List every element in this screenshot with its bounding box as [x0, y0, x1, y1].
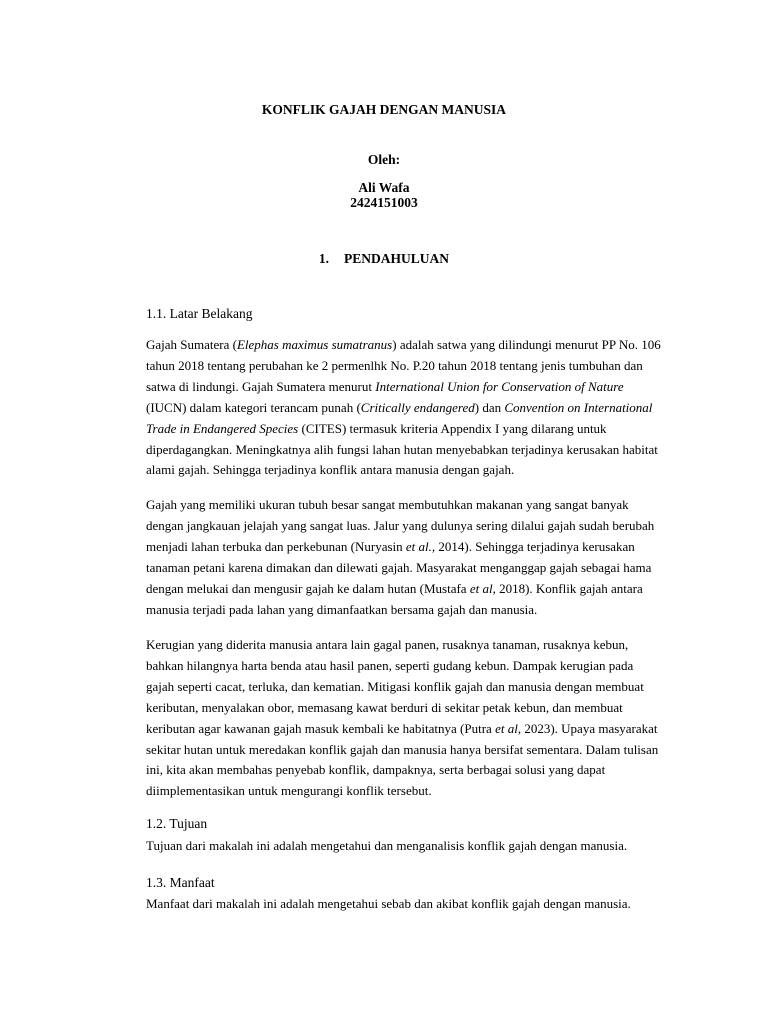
document-title: KONFLIK GAJAH DENGAN MANUSIA: [261, 102, 507, 117]
paragraph-line: keributan, menyalakan obor, memasang kawat berduri di sekitar petak kebun, dan membuat: [146, 699, 623, 715]
author-block: [0, 180, 768, 210]
paragraph-line: bahkan hilangnya harta benda atau hasil panen, seperti gudang kebun. Dampak kerugian pada: [146, 657, 634, 673]
paragraph-line: gajah seperti cacat, terluka, dan kematian. Mitigasi konflik gajah dan manusia dengan membuat: [146, 678, 644, 694]
section-title: PENDAHULUAN: [344, 251, 450, 266]
italic-term: Critically endangered: [360, 399, 475, 415]
italic-term: et al: [469, 580, 493, 596]
paragraph-line: Gajah yang memiliki ukuran tubuh besar sangat membutuhkan makanan yang sangat banyak: [146, 497, 629, 512]
paragraph-line: diimplementasikan untuk mengurangi konflik tersebut.: [146, 783, 432, 799]
paragraph-line: dengan melukai dan mengusir gajah ke dalam hutan (Mustafa et al, 2018). Konflik gajah antara: [146, 580, 643, 596]
italic-term: Trade in Endangered Species: [146, 420, 299, 436]
oleh-label: Oleh:: [367, 152, 401, 167]
author-name: Ali Wafa: [358, 180, 410, 195]
italic-term: et al: [495, 720, 518, 736]
paragraph-line: keributan agar kawanan gajah masuk kembali ke habitatnya (Putra et al, 2023). Upaya masyarakat: [146, 720, 658, 736]
section-number: 1.: [318, 251, 330, 266]
tujuan-text: Tujuan dari makalah ini adalah mengetahui dan menganalisis konflik gajah dengan manusia.: [146, 838, 628, 853]
paragraph-line: sekitar hutan untuk meredakan konflik gajah dan manusia hanya bersifat sementara. Dalam tulisan: [146, 741, 659, 757]
paragraph-line: manusia terjadi pada lahan yang dimanfaatkan bersama gajah dan manusia.: [146, 601, 538, 617]
paragraph-line: Gajah Sumatera (Elephas maximus sumatranus) adalah satwa yang dilindungi menurut PP No. 106: [146, 337, 661, 352]
paragraph-line: satwa di lindungi. Gajah Sumatera menurut International Union for Conservation of Nature: [146, 378, 624, 394]
italic-term: International Union for Conservation of Nature: [375, 378, 624, 394]
paragraph-line: alami gajah. Sehingga terjadinya konflik antara manusia dengan gajah.: [146, 462, 515, 478]
paragraph-line: dengan jangkauan jelajah yang sangat luas. Jalur yang dulunya sering dilalui gajah sudah berubah: [146, 517, 655, 533]
subsection-manfaat: 1.3. Manfaat: [146, 875, 215, 890]
italic-term: Elephas maximus sumatranus: [236, 337, 393, 352]
paragraph-line: Trade in Endangered Species (CITES) termasuk kriteria Appendix I yang dilarang untuk: [146, 420, 607, 436]
paragraph-line: Kerugian yang diderita manusia antara lain gagal panen, rusaknya tanaman, rusaknya kebun,: [146, 637, 629, 652]
section-heading: [0, 251, 768, 267]
paragraph-line: menjadi lahan terbuka dan perkebunan (Nuryasin et al., 2014). Sehingga terjadinya kerusakan: [146, 538, 635, 554]
paragraph-1: [146, 335, 661, 481]
subsection-latar-belakang: 1.1. Latar Belakang: [146, 306, 253, 321]
italic-term: et al.,: [405, 538, 436, 554]
italic-term: Convention on International: [504, 399, 653, 415]
subsection-tujuan: 1.2. Tujuan: [146, 816, 208, 831]
paragraph-line: diperdagangkan. Meningkatnya alih fungsi lahan hutan menyebabkan terjadinya kerusakan habitat: [146, 441, 658, 457]
paragraph-line: ini, kita akan membahas penyebab konflik, dampaknya, serta berbagai solusi yang dapat: [146, 762, 606, 778]
paragraph-line: tanaman petani karena dimakan dan dilewati gajah. Masyarakat menganggap gajah sebagai hama: [146, 559, 652, 575]
manfaat-text: Manfaat dari makalah ini adalah mengetahui sebab dan akibat konflik gajah dengan manusia.: [146, 896, 631, 911]
paragraph-line: (IUCN) dalam kategori terancam punah (Critically endangered) dan Convention on International: [146, 399, 653, 415]
paragraph-2: [146, 495, 661, 620]
paragraph-3: [146, 635, 661, 802]
author-id: 2424151003: [350, 195, 418, 210]
paragraph-line: tahun 2018 tentang perubahan ke 2 permenlhk No. P.20 tahun 2018 tentang jenis tumbuhan dan: [146, 357, 643, 373]
